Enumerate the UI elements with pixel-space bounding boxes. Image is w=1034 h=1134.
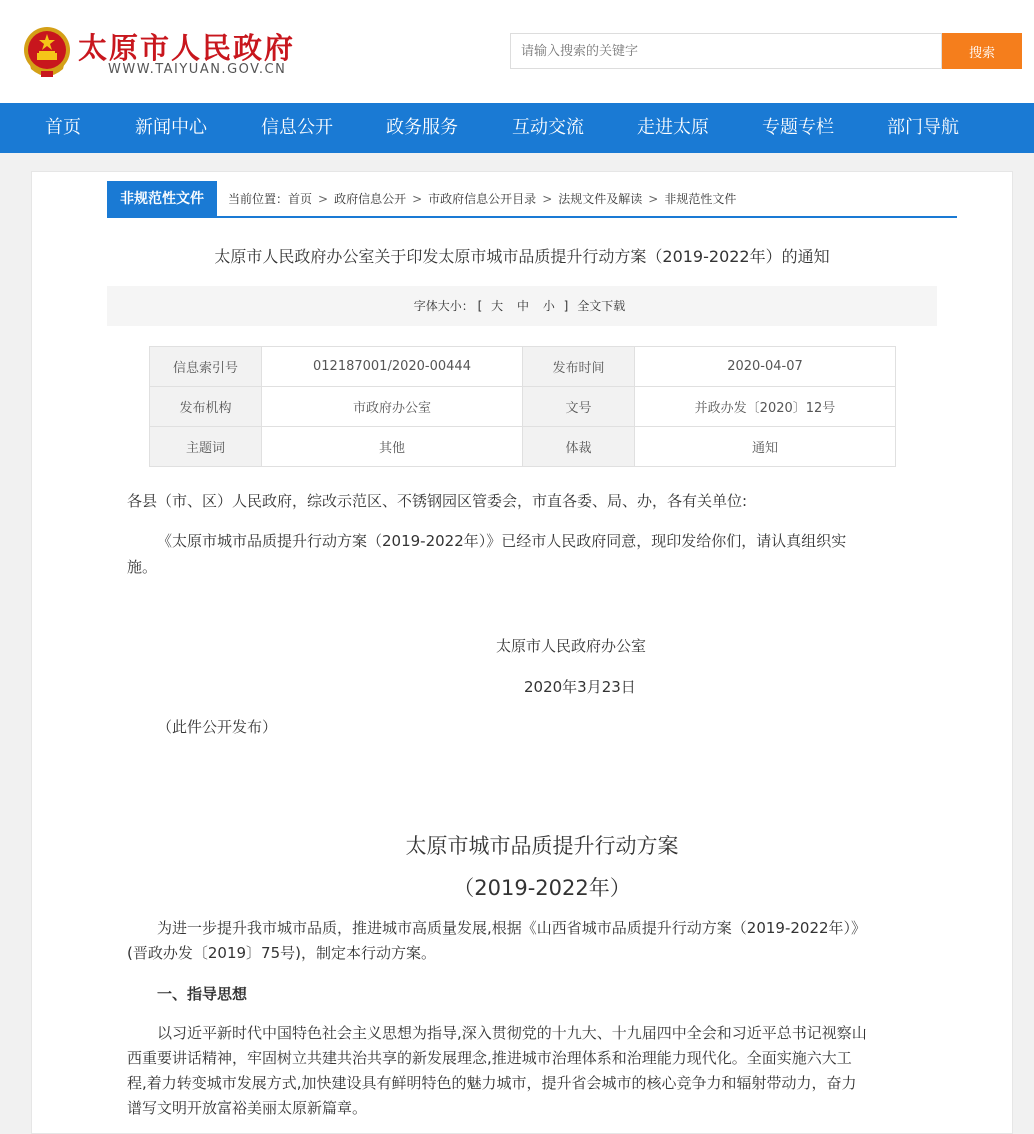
breadcrumb-item-regulations[interactable]: 法规文件及解读 bbox=[558, 192, 643, 206]
info-date-label: 发布时间 bbox=[523, 347, 635, 387]
plan-years: （2019-2022年） bbox=[453, 876, 631, 900]
site-url: WWW.TAIYUAN.GOV.CN bbox=[108, 62, 287, 77]
nav-item-special-topics[interactable]: 专题专栏 bbox=[762, 117, 834, 138]
nav-item-home[interactable]: 首页 bbox=[45, 117, 81, 138]
table-row bbox=[150, 387, 896, 427]
body-paragraph-line: 《太原市城市品质提升行动方案（2019-2022年）》已经市人民政府同意，现印发给你们，请认真组织实 bbox=[157, 532, 847, 550]
search-button[interactable]: 搜索 bbox=[942, 33, 1022, 69]
section-paragraph-line: 以习近平新时代中国特色社会主义思想为指导,深入贯彻党的十九大、十九届四中全会和习近平总书记视察山 bbox=[157, 1024, 867, 1042]
info-index-label: 信息索引号 bbox=[150, 347, 262, 387]
main-nav bbox=[0, 103, 1034, 153]
section-paragraph-line: 谱写文明开放富裕美丽太原新篇章。 bbox=[127, 1099, 368, 1117]
table-row bbox=[150, 427, 896, 467]
breadcrumb-separator: > bbox=[542, 192, 553, 206]
breadcrumb-item-home[interactable]: 首页 bbox=[288, 192, 313, 206]
breadcrumb-separator: > bbox=[318, 192, 329, 206]
salutation: 各县（市、区）人民政府，综改示范区、不锈钢园区管委会，市直各委、局、办，各有关单位: bbox=[127, 492, 748, 510]
breadcrumb-separator: > bbox=[648, 192, 659, 206]
info-org-value: 市政府办公室 bbox=[262, 387, 523, 427]
nav-item-gov-services[interactable]: 政务服务 bbox=[386, 117, 458, 138]
bracket-open: [ bbox=[477, 299, 483, 313]
plan-title: 太原市城市品质提升行动方案 bbox=[405, 834, 679, 858]
section-paragraph-line: 西重要讲话精神，牢固树立共建共治共享的新发展理念,推进城市治理体系和治理能力现代化。全面实施六大工 bbox=[127, 1049, 852, 1067]
info-index-value: 012187001/2020-00444 bbox=[262, 347, 523, 387]
info-genre-label: 体裁 bbox=[523, 427, 635, 467]
info-docno-value: 并政办发〔2020〕12号 bbox=[635, 387, 896, 427]
info-date-value: 2020-04-07 bbox=[635, 347, 896, 387]
nav-item-interaction[interactable]: 互动交流 bbox=[512, 117, 584, 138]
signature-date: 2020年3月23日 bbox=[524, 678, 636, 696]
bracket-close: ] bbox=[563, 299, 569, 313]
info-genre-value: 通知 bbox=[635, 427, 896, 467]
breadcrumb-item-current[interactable]: 非规范性文件 bbox=[664, 192, 737, 206]
font-size-label: 字体大小： bbox=[413, 299, 474, 313]
category-tab[interactable]: 非规范性文件 bbox=[107, 181, 217, 217]
info-topic-value: 其他 bbox=[262, 427, 523, 467]
document-info-table bbox=[149, 346, 896, 467]
nav-item-news[interactable]: 新闻中心 bbox=[135, 117, 207, 138]
tab-divider bbox=[107, 216, 957, 218]
body-paragraph-line: 施。 bbox=[127, 558, 158, 576]
section-heading: 一、指导思想 bbox=[157, 985, 248, 1003]
font-small-button[interactable]: 小 bbox=[542, 299, 555, 313]
info-topic-label: 主题词 bbox=[150, 427, 262, 467]
intro-line: (晋政办发〔2019〕75号)，制定本行动方案。 bbox=[127, 944, 436, 962]
table-row bbox=[150, 347, 896, 387]
public-release-note: （此件公开发布） bbox=[157, 718, 278, 736]
breadcrumb-separator: > bbox=[412, 192, 423, 206]
breadcrumb-item-gov-info[interactable]: 政府信息公开 bbox=[334, 192, 407, 206]
national-emblem-icon[interactable] bbox=[21, 25, 73, 79]
font-size-bar bbox=[107, 286, 937, 326]
document-title: 太原市人民政府办公室关于印发太原市城市品质提升行动方案（2019-2022年）的通知 bbox=[214, 247, 830, 266]
download-full-text-link[interactable]: 全文下载 bbox=[577, 299, 626, 313]
section-paragraph-line: 程,着力转变城市发展方式,加快建设具有鲜明特色的魅力城市，提升省会城市的核心竞争力和辐射带动力，奋力 bbox=[127, 1074, 857, 1092]
info-docno-label: 文号 bbox=[523, 387, 635, 427]
intro-line: 为进一步提升我市城市品质，推进城市高质量发展,根据《山西省城市品质提升行动方案（2019-2022年）》 bbox=[157, 919, 867, 937]
nav-item-info-disclosure[interactable]: 信息公开 bbox=[261, 117, 333, 138]
info-org-label: 发布机构 bbox=[150, 387, 262, 427]
breadcrumb-prefix: 当前位置： bbox=[228, 192, 289, 206]
breadcrumb bbox=[228, 190, 736, 207]
font-large-button[interactable]: 大 bbox=[491, 299, 504, 313]
signature-org: 太原市人民政府办公室 bbox=[496, 637, 647, 655]
search-input[interactable] bbox=[510, 33, 942, 69]
nav-item-departments[interactable]: 部门导航 bbox=[887, 117, 959, 138]
font-medium-button[interactable]: 中 bbox=[516, 299, 529, 313]
nav-item-about-taiyuan[interactable]: 走进太原 bbox=[637, 117, 709, 138]
breadcrumb-item-catalog[interactable]: 市政府信息公开目录 bbox=[428, 192, 537, 206]
site-title[interactable]: 太原市人民政府 bbox=[78, 31, 296, 65]
site-header bbox=[0, 0, 1034, 103]
